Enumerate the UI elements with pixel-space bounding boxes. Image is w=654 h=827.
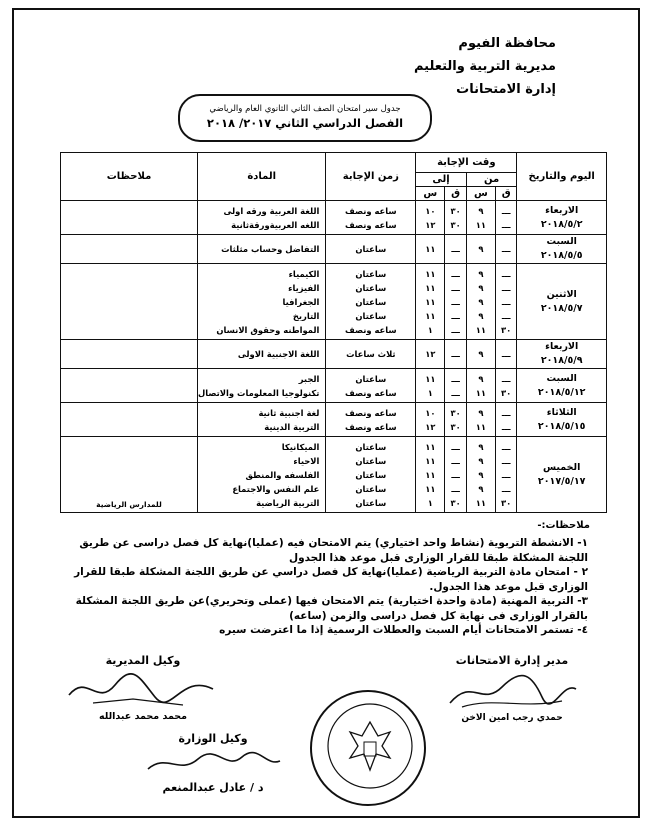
to-minute-cell-value: ـــ [451, 387, 460, 398]
notes-header: ملاحظات [61, 153, 198, 201]
subject-cell-value: الكيمياء [288, 268, 320, 279]
note-cell-value [61, 206, 197, 220]
handwritten-signature-icon [138, 745, 288, 781]
to-hour-cell-value: ١٢ [425, 219, 436, 230]
to-minute-cell-value: ـــ [451, 310, 460, 321]
duration-cell-value: ساعتان [355, 469, 387, 480]
from-hour-cell-value: ٩ [478, 373, 484, 384]
to-hour-cell-value: ١١ [425, 310, 436, 321]
duration-cell-value: ساعتان [355, 441, 387, 452]
schedule-body [61, 201, 607, 513]
to-hour-cell-value: ١١ [425, 469, 436, 480]
from-hour-cell-value: ١١ [475, 324, 486, 335]
note-cell-value [61, 311, 197, 325]
note-cell-value [61, 354, 197, 368]
day-date-cell [517, 235, 607, 264]
exam-date: ٢٠١٨/٥/٧ [540, 302, 583, 314]
letterhead [414, 32, 556, 101]
day-date-cell [517, 369, 607, 403]
from-minute-cell-value: ـــ [501, 244, 511, 254]
note-cell [61, 403, 198, 437]
from-minute-cell-value: ـــ [501, 483, 511, 494]
duration-cell-value: ساعتان [355, 296, 387, 307]
note-cell-value [61, 422, 197, 436]
subject-cell [198, 403, 326, 437]
from-minute-cell-value: ٣٠ [501, 324, 512, 335]
subject-header: المادة [198, 153, 326, 201]
duration-cell-value: ساعتان [355, 310, 387, 321]
notes-title: ملاحظات:- [537, 520, 590, 531]
from-minute-cell [495, 235, 516, 264]
note-line: الوزارى قبل موعد هذا الجدول. [429, 580, 588, 593]
note-cell-value [61, 220, 197, 234]
from-minute-cell-value: ـــ [501, 407, 511, 418]
directorate-deputy-title: وكيل المديرية [105, 654, 181, 667]
from-minute-cell-value: ـــ [501, 282, 511, 293]
subject-cell-value: اللغة العربية ورقه اولى [223, 205, 320, 216]
from-min-header: ق [495, 187, 516, 201]
duration-cell [326, 340, 416, 369]
from-hour-cell-value: ٩ [478, 244, 484, 254]
to-hour-cell-value: ١ [427, 387, 433, 398]
duration-cell [326, 437, 416, 513]
duration-cell [326, 201, 416, 235]
ministry-deputy-title: وكيل الوزارة [178, 732, 248, 745]
to-minute-cell [445, 340, 466, 369]
duration-cell-value: ساعه ونصف [344, 407, 397, 418]
to-minute-cell-value: ـــ [451, 282, 460, 293]
from-hour-cell-value: ٩ [478, 441, 484, 452]
duration-cell-value: ساعه ونصف [344, 324, 397, 335]
note-cell [61, 201, 198, 235]
note-cell-value [61, 456, 197, 470]
to-minute-cell [445, 235, 466, 264]
exam-schedule-table [60, 152, 607, 513]
subject-cell-value: الفلسفه والمنطق [245, 469, 320, 480]
directorate-deputy-name: محمد محمد عبدالله [98, 711, 188, 722]
subject-cell [198, 369, 326, 403]
note-line: بالقرار الوزارى فى نهاية كل فصل دراسى والزمن (ساعه) [289, 609, 588, 622]
schedule-title-box [178, 94, 432, 142]
subject-cell [198, 201, 326, 235]
note-cell-value [61, 283, 197, 297]
from-hour-cell-value: ٩ [478, 268, 484, 279]
table-row [61, 340, 607, 369]
from-hour-cell-value: ٩ [478, 349, 484, 359]
duration-cell [326, 403, 416, 437]
to-hour-cell-value: ١١ [425, 441, 436, 452]
note-cell-value [61, 325, 197, 339]
note-line: ٢ - امتحان مادة التربية الرياضية (عمليا)نهاية كل فصل دراسي عن طريق اللجنة المشكلة طبقا للقرار [74, 566, 588, 578]
subject-cell-value: المواطنه وحقوق الانسان [216, 324, 320, 335]
exam-day: الاربعاء [545, 341, 579, 352]
from-minute-cell [495, 437, 516, 513]
to-minute-cell-value: ـــ [451, 296, 460, 307]
day-date-cell [517, 437, 607, 513]
to-minute-cell-value: ٣٠ [450, 205, 461, 216]
to-minute-cell-value: ٣٠ [450, 407, 461, 418]
from-hour-cell-value: ١١ [475, 497, 486, 508]
from-hour-cell-value: ٩ [478, 205, 484, 216]
from-minute-cell-value: ٣٠ [501, 497, 512, 508]
official-stamp [310, 690, 426, 806]
from-minute-cell-value: ـــ [501, 205, 511, 216]
subject-cell [198, 264, 326, 340]
to-hour-cell-value: ١١ [425, 483, 436, 494]
to-minute-cell-value: ـــ [451, 373, 460, 384]
from-minute-cell-value: ـــ [501, 373, 511, 384]
from-minute-cell [495, 201, 516, 235]
duration-cell-value: ساعتان [355, 268, 387, 279]
exam-date: ٢٠١٨/٥/٢ [540, 218, 583, 230]
from-hour-cell-value: ٩ [478, 407, 484, 418]
to-hour-cell [416, 201, 445, 235]
table-row [61, 235, 607, 264]
handwritten-signature-icon [63, 667, 223, 711]
to-header: إلى [416, 173, 467, 187]
exams-manager-name: حمدي رجب امين الاخن [461, 713, 563, 723]
ministry-deputy-name: د / عادل عبدالمنعم [162, 781, 264, 794]
subject-cell-value: التربية الرياضية [256, 497, 320, 508]
subject-cell-value: التاريخ [292, 310, 320, 321]
duration-cell-value: ساعه ونصف [344, 219, 397, 230]
to-minute-cell [445, 369, 466, 403]
note-cell-value [61, 297, 197, 311]
to-minute-cell-value: ـــ [451, 349, 460, 359]
exam-day: السبت [546, 372, 577, 384]
to-hour-cell [416, 340, 445, 369]
duration-cell-value: ساعتان [355, 282, 387, 293]
to-hour-cell [416, 264, 445, 340]
from-minute-cell-value: ـــ [501, 469, 511, 480]
from-minute-cell-value: ـــ [501, 421, 511, 432]
governorate-name: محافظة الفيوم [458, 36, 556, 51]
from-hour-cell-value: ٩ [478, 296, 484, 307]
from-minute-cell-value: ـــ [501, 310, 511, 321]
from-hour-cell [466, 437, 495, 513]
from-hour-cell-value: ١١ [475, 421, 486, 432]
to-hour-cell-value: ١١ [425, 282, 436, 293]
from-minute-cell [495, 403, 516, 437]
subject-cell-value: التربية الدينية [264, 421, 320, 432]
to-minute-cell-value: ـــ [451, 483, 460, 494]
note-cell-value [61, 442, 197, 456]
exam-date: ٢٠١٨/٥/١٥ [537, 420, 586, 432]
note-cell-value [61, 484, 197, 498]
from-minute-cell [495, 369, 516, 403]
duration-cell-value: ساعتان [355, 497, 387, 508]
handwritten-signature-icon [442, 667, 582, 713]
subject-cell-value: الميكانيكا [281, 441, 320, 452]
exam-date: ٢٠١٨/٥/٥ [540, 250, 583, 261]
note-cell-value [61, 408, 197, 422]
from-hour-cell-value: ٩ [478, 483, 484, 494]
note-line: ١- الانشطة التربوية (نشاط واحد اختياري) يتم الامتحان فيه (عمليا)نهاية كل فصل دراسى عن طريق [79, 537, 588, 549]
day-date-cell [517, 264, 607, 340]
to-minute-cell-value: ـــ [451, 268, 460, 279]
note-cell [61, 369, 198, 403]
from-hour-cell [466, 403, 495, 437]
note-line: ٣- التربية المهنية (مادة واحدة اختيارية) يتم الامتحان فيها (عملى وتحريري)عن طريق اللجنة المشكلة [75, 595, 588, 607]
to-minute-cell-value: ٣٠ [450, 421, 461, 432]
note-cell [61, 437, 198, 513]
from-minute-cell-value: ـــ [501, 441, 511, 452]
subject-cell-value: الجغرافيا [282, 296, 320, 307]
to-minute-cell-value: ـــ [451, 324, 460, 335]
to-hour-header: س [416, 187, 445, 201]
to-hour-cell-value: ١٠ [425, 205, 436, 216]
table-row [61, 403, 607, 437]
note-cell-value [61, 269, 197, 283]
exam-day: السبت [546, 236, 577, 247]
duration-cell-value: ساعتان [355, 483, 387, 494]
duration-cell-value: ساعه ونصف [344, 421, 397, 432]
to-hour-cell-value: ١ [427, 497, 433, 508]
from-hour-header: س [466, 187, 495, 201]
to-hour-cell-value: ١١ [425, 373, 436, 384]
to-minute-cell [445, 201, 466, 235]
duration-cell-value: ساعتان [355, 244, 387, 254]
note-line: ٤- تستمر الامتحانات أيام السبت والعطلات الرسمية إذا ما اعترضت سيره [219, 624, 588, 636]
to-min-header: ق [445, 187, 466, 201]
day-date-cell [517, 340, 607, 369]
duration-cell-value: ساعتان [355, 373, 387, 384]
to-minute-cell-value: ـــ [451, 441, 460, 452]
duration-cell [326, 264, 416, 340]
from-hour-cell-value: ١١ [475, 219, 486, 230]
to-hour-cell-value: ١١ [425, 296, 436, 307]
from-header: من [466, 173, 517, 187]
from-hour-cell-value: ٩ [478, 282, 484, 293]
exam-day: الاربعاء [545, 204, 579, 216]
to-hour-cell [416, 403, 445, 437]
to-hour-cell-value: ١١ [425, 455, 436, 466]
from-hour-cell [466, 201, 495, 235]
from-minute-cell-value: ٣٠ [501, 387, 512, 398]
subject-cell-value: اللغه العربيةورقةثانية [231, 219, 320, 230]
duration-header: زمن الإجابة [326, 153, 416, 201]
exam-date: ٢٠١٧/٥/١٧ [537, 475, 586, 487]
exam-day: الخميس [543, 461, 581, 473]
table-row [61, 369, 607, 403]
table-row [61, 201, 607, 235]
to-hour-cell-value: ١٠ [425, 407, 436, 418]
subject-cell-value: الجبر [298, 373, 320, 384]
duration-cell-value: ساعتان [355, 455, 387, 466]
to-minute-cell [445, 264, 466, 340]
note-cell-value [61, 470, 197, 484]
day-date-header: اليوم والتاريخ [517, 153, 607, 201]
subject-cell-value: الفيزياء [288, 282, 320, 293]
duration-cell-value: ساعه ونصف [344, 387, 397, 398]
to-hour-cell [416, 369, 445, 403]
subject-cell-value: تكنولوجيا المعلومات والاتصال [198, 387, 320, 398]
to-minute-cell [445, 437, 466, 513]
ministry-deputy-signature [118, 732, 308, 794]
note-cell [61, 340, 198, 369]
duration-cell-value: ثلاث ساعات [346, 349, 396, 359]
exam-date: ٢٠١٨/٥/٩ [540, 355, 583, 366]
table-row [61, 264, 607, 340]
to-hour-cell [416, 437, 445, 513]
directorate-deputy-signature [58, 654, 228, 722]
to-minute-cell-value: ٣٠ [450, 219, 461, 230]
exams-manager-signature [432, 654, 592, 723]
subject-cell-value: التفاضل وحساب مثلثات [221, 244, 320, 254]
to-hour-cell-value: ١ [427, 324, 433, 335]
from-hour-cell-value: ٩ [478, 310, 484, 321]
day-date-cell [517, 403, 607, 437]
from-hour-cell [466, 369, 495, 403]
from-minute-cell [495, 340, 516, 369]
to-hour-cell-value: ١٢ [425, 349, 436, 359]
exam-day: الثلاثاء [546, 406, 577, 418]
exams-manager-title: مدير إدارة الامتحانات [455, 654, 569, 667]
table-row [61, 437, 607, 513]
subject-cell [198, 235, 326, 264]
to-hour-cell-value: ١١ [425, 268, 436, 279]
exam-date: ٢٠١٨/٥/١٢ [537, 386, 586, 398]
subject-cell [198, 437, 326, 513]
note-line: اللجنة المشكلة طبقا للقرار الوزارى قبل موعد هذا الجدول [288, 551, 588, 564]
from-hour-cell-value: ٩ [478, 469, 484, 480]
from-hour-cell [466, 340, 495, 369]
to-minute-cell-value: ـــ [451, 244, 460, 254]
day-date-cell [517, 201, 607, 235]
to-hour-cell [416, 235, 445, 264]
to-minute-cell [445, 403, 466, 437]
from-hour-cell-value: ٩ [478, 455, 484, 466]
from-minute-cell-value: ـــ [501, 296, 511, 307]
to-minute-cell-value: ـــ [451, 469, 460, 480]
from-hour-cell-value: ١١ [475, 387, 486, 398]
note-cell [61, 264, 198, 340]
note-cell [61, 235, 198, 264]
note-cell-value: للمدارس الرياضية [96, 500, 162, 509]
directorate-name: مديرية التربية والتعليم [413, 59, 556, 74]
subject-cell-value: لغة اجنبية ثانية [258, 407, 320, 418]
duration-cell [326, 369, 416, 403]
eagle-seal-icon [316, 692, 424, 800]
duration-cell-value: ساعه ونصف [344, 205, 397, 216]
department-name: إدارة الامتحانات [456, 82, 556, 97]
from-minute-cell-value: ـــ [501, 219, 511, 230]
subject-cell [198, 340, 326, 369]
from-minute-cell-value: ـــ [501, 268, 511, 279]
term-title: الفصل الدراسي الثاني ٢٠١٧/ ٢٠١٨ [206, 116, 404, 130]
subject-cell-value: علم النفس والاجتماع [232, 483, 320, 494]
subject-cell-value: الاحياء [293, 455, 320, 466]
exam-day: الاثنين [546, 288, 577, 300]
duration-cell [326, 235, 416, 264]
note-cell-value [61, 388, 197, 402]
to-minute-cell-value: ٣٠ [450, 497, 461, 508]
notes-list [58, 536, 588, 638]
to-minute-cell-value: ـــ [451, 455, 460, 466]
schedule-title: جدول سير امتحان الصف الثاني الثانوي العام والرياضي [209, 104, 401, 114]
from-minute-cell-value: ـــ [501, 349, 511, 359]
from-minute-cell-value: ـــ [501, 455, 511, 466]
from-hour-cell [466, 264, 495, 340]
from-hour-cell [466, 235, 495, 264]
from-minute-cell [495, 264, 516, 340]
answer-time-header: وقت الإجابة [416, 153, 517, 173]
note-cell-value [61, 249, 197, 263]
to-hour-cell-value: ١٢ [425, 421, 436, 432]
subject-cell-value: اللغة الاجنبية الاولى [237, 349, 320, 359]
to-hour-cell-value: ١١ [425, 244, 436, 254]
note-cell-value [61, 374, 197, 388]
